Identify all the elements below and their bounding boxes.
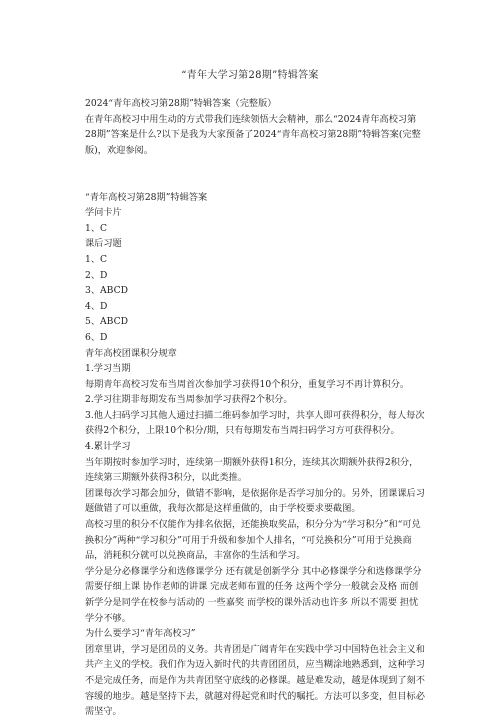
exercise-label: 课后习题: [85, 238, 122, 250]
document-body: [85, 96, 425, 720]
section-title: “青年高校习第28期”特辑答案: [85, 191, 208, 203]
card-label: 学问卡片: [85, 207, 122, 219]
subtitle: 2024“青年高校习第28期”特辑答案（完整版）: [85, 98, 277, 109]
answer-item: 6、D: [85, 331, 108, 343]
answer-item: 3、ABCD: [85, 285, 128, 297]
answer-item: 1、C: [85, 253, 108, 265]
rule-heading: 1.学习当期: [85, 363, 131, 375]
rule-text: 每期青年高校习发布当周首次参加学习获得10个积分，重复学习不再计算积分。: [85, 378, 410, 390]
why-title: 为什么要学习“青年高校习”: [85, 628, 196, 640]
paragraph: 团章里讲，学习是团员的义务。共青团是广阔青年在实践中学习中国特色社会主义和共产主义的学校。我们作为迈入新时代的共青团团员，应当糊涂地熟悉到，这种学习不是完成任务，而是作为共青团坚守底线的必修课。越是难发动，越是体现到了刻不容缓的地步。越是坚持下去，就越对得起党和时代的嘱托。方法可以多变，但目标必需坚守。: [85, 643, 425, 718]
card-answer: 1、C: [85, 222, 108, 234]
blank-line: [85, 158, 425, 174]
rule-text: 2.学习往期非每期发布当周参加学习获得2个积分。: [85, 394, 293, 406]
answer-item: 4、D: [85, 300, 108, 312]
paragraph: 高校习里的积分不仅能作为排名依据，还能换取奖品，积分分为“学习积分”和“可兑换积分”两种“学习积分”可用于升级和参加个人排名，“可兑换积分”可用于兑换商品，消耗积分就可以兑换商品，丰富你的生活和学习。: [85, 519, 421, 562]
intro-paragraph: 在青年高校习中用生动的方式带我们连续领悟大会精神，那么“2024青年高校习第28期”答案是什么?以下是我为大家预备了2024“青年高校习第28期”特辑答案(完整版)，欢迎参阅。: [85, 113, 421, 156]
blank-line: [85, 174, 425, 190]
rules-title: 青年高校团课积分规章: [85, 347, 177, 359]
rule-text: 当年期按时参加学习时，连续第一期额外获得1积分，连续其次期额外获得2积分，连续第三期额外获得3积分，以此类推。: [85, 456, 419, 484]
paragraph: 学分是分必修课学分和选修课学分 还有就是创新学分 其中必修课学分和选修课学分 需要仔细上课 协作老师的讲课 完成老师布置的任务 这两个学分一般就会及格 而创新学分是同学在校参与活动的 一些嘉奖 而学校的课外活动也许多 所以不需要 担忧学分不够。: [85, 565, 422, 624]
document-title: “青年大学习第28期”特辑答案: [181, 70, 319, 81]
rule-heading: 4.累计学习: [85, 441, 131, 453]
paragraph: 团课每次学习都会加分，做错不影响，是依据你是否学习加分的。另外，团课课后习题做错了可以重做，我每次都是这样重做的，由于学校要求要截图。: [85, 487, 425, 515]
answer-item: 2、D: [85, 269, 108, 281]
rule-text: 3.他人扫码学习其他人通过扫描二维码参加学习时，共享人即可获得积分，每人每次获得2个积分，上限10个积分/期，只有每期发布当周扫码学习方可获得积分。: [85, 409, 425, 437]
answer-item: 5、ABCD: [85, 316, 128, 328]
